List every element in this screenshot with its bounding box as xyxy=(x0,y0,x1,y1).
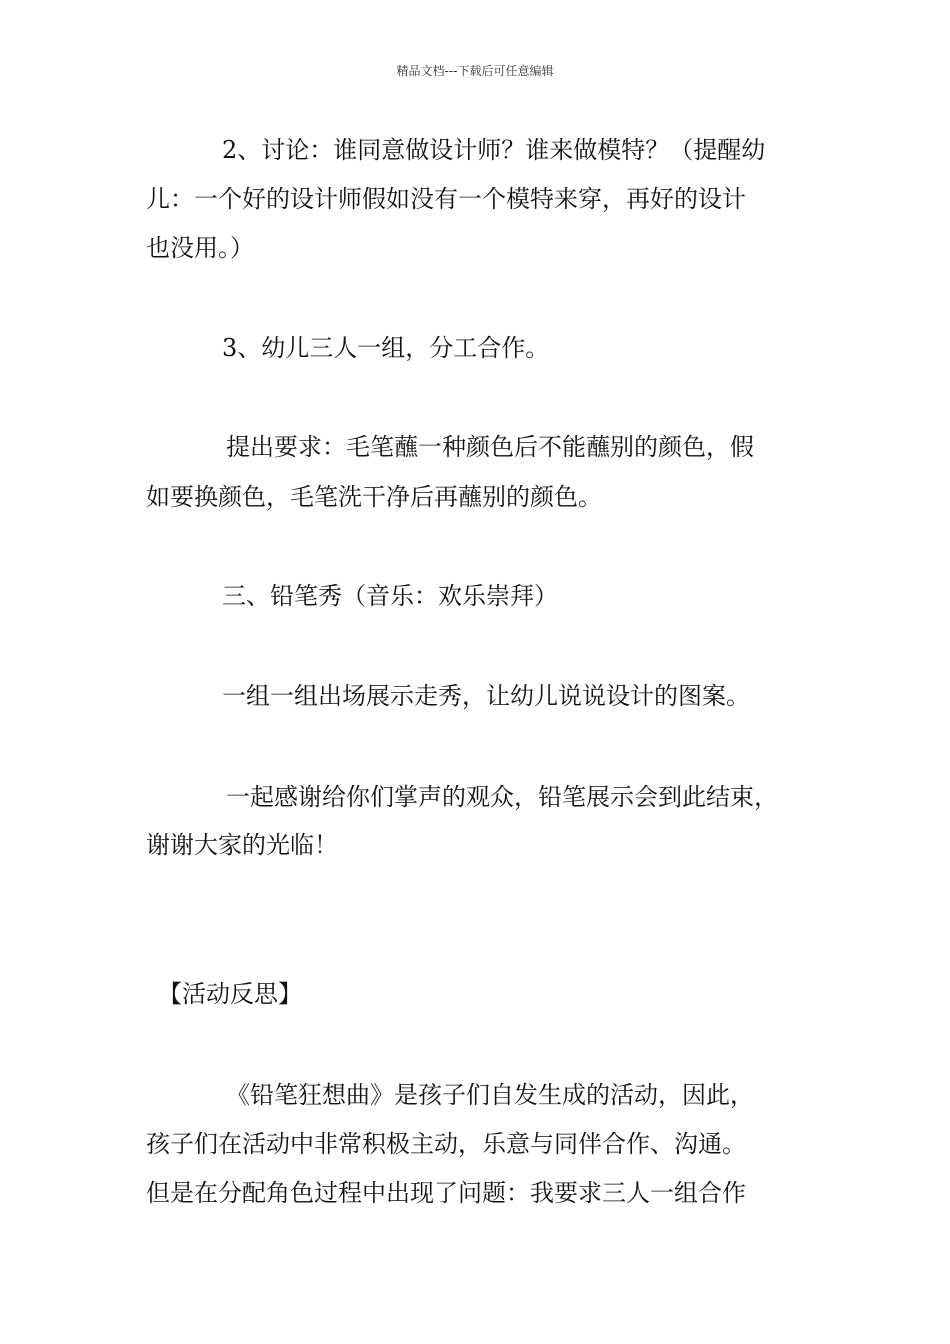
text-line: 儿：一个好的设计师假如没有一个模特来穿，再好的设计 xyxy=(146,185,746,213)
section-heading: 【活动反思】 xyxy=(158,980,302,1008)
text-line: 2、讨论：谁同意做设计师？谁来做模特？（提醒幼 xyxy=(222,136,766,164)
text-line: 孩子们在活动中非常积极主动，乐意与同伴合作、沟通。 xyxy=(146,1130,746,1158)
text-line: 也没用。） xyxy=(146,234,254,262)
text-line: 如要换颜色，毛笔洗干净后再蘸别的颜色。 xyxy=(146,483,602,511)
text-line: 提出要求：毛笔蘸一种颜色后不能蘸别的颜色，假 xyxy=(226,433,754,461)
text-line: 3、幼儿三人一组，分工合作。 xyxy=(222,334,550,362)
text-line: 谢谢大家的光临！ xyxy=(146,831,338,859)
text-line: 一起感谢给你们掌声的观众，铅笔展示会到此结束， xyxy=(226,783,778,811)
text-line: 但是在分配角色过程中出现了问题：我要求三人一组合作 xyxy=(146,1179,746,1207)
text-line: 《铅笔狂想曲》是孩子们自发生成的活动，因此， xyxy=(226,1081,754,1109)
text-line: 一组一组出场展示走秀，让幼儿说说设计的图案。 xyxy=(222,682,750,710)
section-heading: 三、铅笔秀（音乐：欢乐崇拜） xyxy=(222,582,558,610)
page-header: 精品文档---下载后可任意编辑 xyxy=(396,64,554,78)
